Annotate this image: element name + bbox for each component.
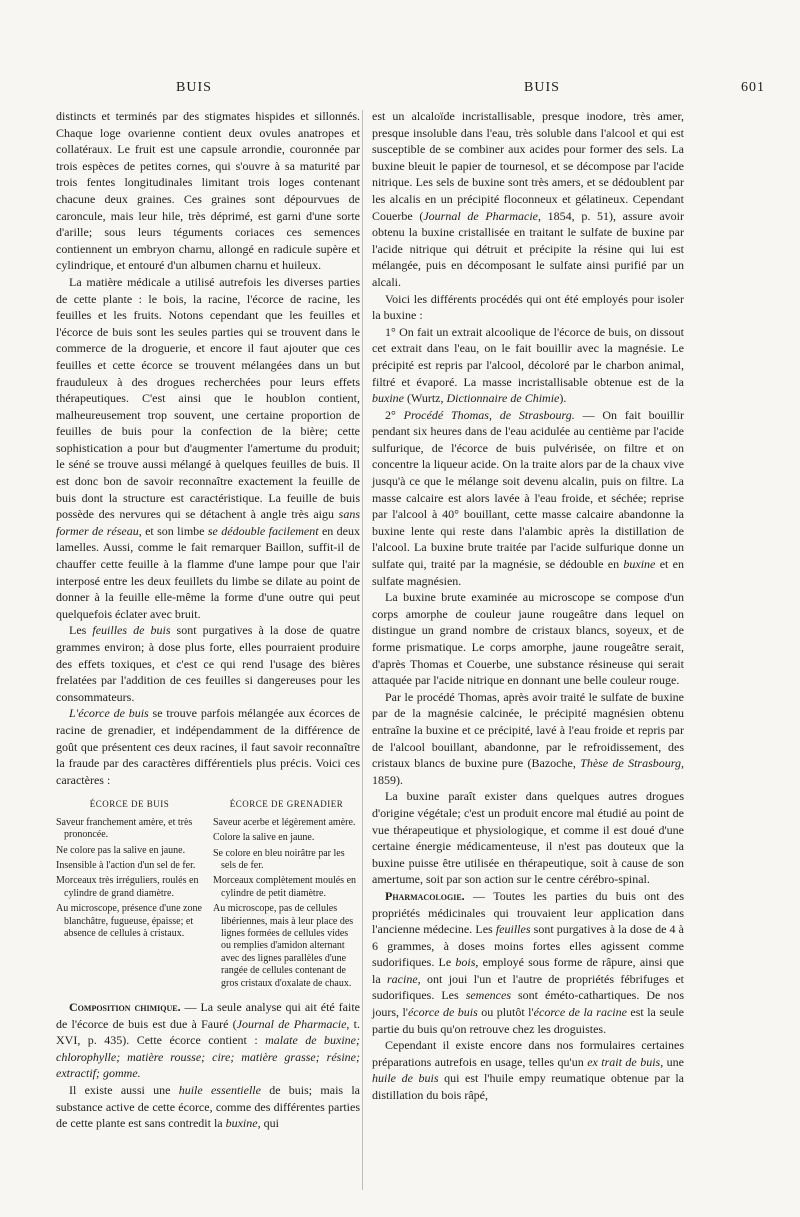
comparison-table [56, 798, 360, 993]
table-cell: Morceaux complètement moulés en cylindre de petit diamètre. [213, 875, 357, 899]
paragraph: Voici les différents procédés qui ont été employés pour isoler la buxine : [372, 291, 684, 323]
paragraph: La matière médicale a utilisé autrefois les diverses parties de cette plante : le bois, la racine, l'écorce de racine, les feuilles et les fruits. Notons cependant que les feuilles et l'écorce de buis sont les seules parties qui se trouvent dans le commerce de la droguerie, et encore il faut ajouter que ces feuilles et cette écorce se trouvent mélangées dans un but frauduleux à des drogues recherchées pour leurs effets thérapeutiques. C'est ainsi que le houblon contient, malheureusement trop souvent, une certaine proportion de feuilles de buis pour la confection de la bière; cette sophistication a pour but d'augmenter l'amertume du produit; le séné se trouve aussi mélangé à quelques feuilles de buis. Il est donc bon de savoir reconnaître exactement la feuille de buis dont la structure est caractéristique. La feuille de buis possède des nervures qui se détachent à angle très aigu sans former de réseau, et son limbe se dédouble facilement en deux lamelles. Aussi, comme le fait remarquer Baillon, suffit-il de chauffer cette feuille à la flamme d'une lampe pour que l'air interposé entre les deux feuillets du limbe se dilate au point de donner à la feuille elle-même la forme d'une outre qui peut quelquefois éclater avec bruit. [56, 274, 361, 621]
paragraph: Pharmacologie. — Toutes les parties du buis ont des propriétés médicinales qui trouvaient leur application dans l'ancienne médecine. Les feuilles sont purgatives à la dose de 4 à 6 grammes, à doses moins fortes elles agissent comme sudorifiques. Le bois, employé sous forme de râpure, ainsi que la racine, ont joui l'un et l'autre de propriétés fébrifuges et sudorifiques. Les semences sont émétо-cathartiques. De nos jours, l'écorce de buis ou plutôt l'écorce de la racine est la seule partie du buis qu'on retrouve chez les droguistes. [372, 888, 685, 1036]
paragraph: Par le procédé Thomas, après avoir traité le sulfate de buxine par de la magnésie calcinée, le précipité magnésien obtenu entraîne la buxine et ce précipité, lavé à l'eau froide et repris par de l'alcool bouillant, abandonne, par le refroidissement, des cristaux blancs de buxine pure (Bazoche, Thèse de Strasbourg, 1859). [372, 689, 684, 787]
table-cell: Au microscope, pas de cellules libériennes, mais à leur place des lignes formées de cellules vides ou remplies d'amidon alternant avec des lignes parallèles d'une rangée de cellules contenant de gros cristaux d'oxalate de chaux. [213, 903, 354, 989]
paragraph: L'écorce de buis se trouve parfois mélangée aux écorces de racine de grenadier, et indépendamment de la différence de goût que présentent ces deux racines, il faut savoir reconnaître la fraude par des caractères différentiels plus précis. Voici ces caractères : [56, 706, 360, 787]
paragraph: est un alcaloïde incristallisable, presque inodore, très amer, presque insoluble dans l'eau, très soluble dans l'alcool et qui est susceptible de se combiner aux acides pour former des sels. La buxine bleuit le papier de tournesol, et se décompose par l'acide nitrique. Les sels de buxine sont très amers, et se dédoublent par les alcalis en un précipité floconneux et gélatineux. Cependant Couerbe (Journal de Pharmacie, 1854, p. 51), assure avoir obtenu la buxine cristallisée en traitant le sulfate de buxine par l'acide nitrique qui détruit et précipite la résine qui lui est mélangée, puis en décomposant le sulfate ainsi purifié par un alcali. [372, 109, 684, 289]
table-cell: Colore la salive en jaune. [213, 832, 315, 844]
running-head-left: BUIS [176, 80, 212, 95]
paragraph: Il existe aussi une huile essentielle de buis; mais la substance active de cette écorce, comme des différentes parties de cette plante est sans contredit la buxine, qui [56, 1083, 360, 1131]
paragraph: La buxine brute examinée au microscope se compose d'un corps amorphe de couleur jaune rougeâtre dans lequel on distingue un grand nombre de cristaux blancs, soyeux, et de forme prismatique. Le corps amorphe, jaune rougeâtre serait, d'après Thomas et Couerbe, une substance résineuse qui serait attaquée par l'acide nitrique en donnant une belle couleur rouge. [372, 590, 684, 688]
table-column-grenadier [213, 798, 360, 993]
paragraph: Cependant il existe encore dans nos formulaires certaines préparations autrefois en usage, telles qu'un ex trait de buis, une huile de buis qui est l'huile empy reumatique obtenue par la distillation du bois râpé, [372, 1038, 685, 1103]
right-column [372, 108, 684, 1104]
paragraph: Composition chimique. — La seule analyse qui ait été faite de l'écorce de buis est due à Fauré (Journal de Pharmacie, t. XVI, p. 435). Cette écorce contient : malate de buxine; chlorophylle; matière rousse; cire; matière grasse; résine; extractif; gomme. [56, 1000, 361, 1081]
paragraph: 2° Procédé Thomas, de Strasbourg. — On fait bouillir pendant six heures dans de l'eau acidulée au centième par l'acide sulfurique, de l'écorce de buis pulvérisée, on filtre et on concentre la liqueur acide. On la traite alors par de la chaux vive jusqu'à ce que le mélange soit devenu alcalin, puis on filtre. La masse calcaire est alors lavée à l'eau froide, et séchée; reprise par l'alcool à 40° bouillant, cette masse calcaire abandonne la buxine lente qui reste dans l'alambic après la distillation de l'alcool. La buxine brute traitée par l'acide sulfurique donne un sulfate qui, traité par la magnésie, se dédouble en buxine et en sulfate magnésien. [372, 407, 684, 588]
paragraph: distincts et terminés par des stigmates hispides et sillonnés. Chaque loge ovarienne contient deux ovules anatropes et collatéraux. Le fruit est une capsule arrondie, couronnée par trois espèces de petites cornes, qui s'ouvre à sa maturité par trois fentes longitudinales limitant trois loges contenant chacune deux graines. Ces graines sont dépourvues de caroncule, mais leur hile, très déprimé, est garni d'une sorte d'arille; sous leurs téguments coriaces ces semences contiennent un embryon charnu, allongé en radicule supère et cylindrique, et entouré d'un albumen charnu et huileux. [56, 109, 360, 273]
paragraph: 1° On fait un extrait alcoolique de l'écorce de buis, on dissout cet extrait dans l'eau, on le fait bouillir avec la magnésie. Le précipité est repris par l'alcool, décoloré par le charbon animal, filtré et évaporé. La masse incristallisable obtenue est de la buxine (Wurtz, Dictionnaire de Chimie). [372, 324, 684, 406]
page-number: 601 [741, 80, 765, 95]
left-column [56, 108, 360, 1132]
table-column-buis [56, 798, 203, 993]
table-header: ÉCORCE DE GRENADIER [229, 799, 344, 810]
table-cell: Saveur acerbe et légèrement amère. [213, 816, 356, 828]
column-divider [362, 110, 363, 1190]
table-cell: Morceaux très irréguliers, roulés en cylindre de grand diamètre. [56, 875, 199, 899]
paragraph: Les feuilles de buis sont purgatives à la dose de quatre grammes environ; à dose plus forte, elles pourraient produire des effets toxiques, et c'est ce qui rend l'usage des bières frelatées par l'addition de ces feuilles si dangereuses pour les consommateurs. [56, 623, 360, 704]
paragraph: La buxine paraît exister dans quelques autres drogues d'origine végétale; c'est un produit encore mal étudié au point de vue thérapeutique et physiologique, et comme il est doué d'une certaine énergie médicamenteuse, il n'est pas douteux que la buxine puisse être utilisée en thérapeutique, soit à cause de son amertume, soit par son action sur le centre cérébro-spinal. [372, 789, 684, 887]
table-header: ÉCORCE DE BUIS [89, 799, 170, 810]
table-cell: Insensible à l'action d'un sel de fer. [56, 859, 196, 871]
table-cell: Au microscope, présence d'une zone blanchâtre, fugueuse, épaisse; et absence de cellules à cristaux. [56, 903, 202, 939]
table-cell: Saveur franchement amère, et très prononcée. [56, 816, 193, 841]
table-cell: Ne colore pas la salive en jaune. [56, 844, 186, 856]
running-head-right: BUIS [524, 80, 560, 95]
table-cell: Se colore en bleu noirâtre par les sels de fer. [213, 847, 345, 871]
